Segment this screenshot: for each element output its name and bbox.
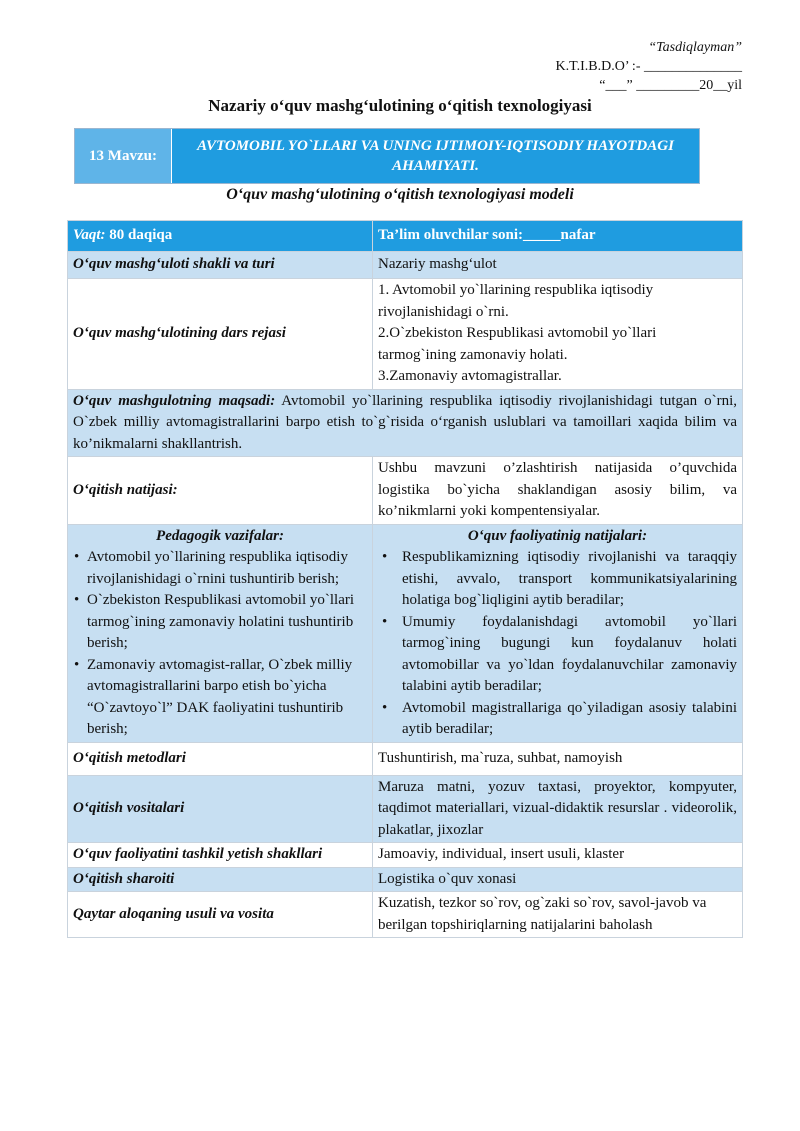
approval-block <box>555 38 742 95</box>
form-label: O‘quv mashg‘uloti shakli va turi <box>68 252 373 279</box>
learning-results-title: O‘quv faoliyatinig natijalari: <box>467 527 648 544</box>
pedagogical-tasks-list <box>73 547 367 741</box>
plan-label: O‘quv mashg‘ulotining dars rejasi <box>68 279 373 390</box>
organization-value: Jamoaviy, individual, insert usuli, klaster <box>373 843 743 868</box>
feedback-label: Qaytar aloqaning usuli va vosita <box>68 892 373 938</box>
table-row <box>68 457 743 525</box>
table-row <box>68 867 743 892</box>
feedback-value: Kuzatish, tezkor so`rov, og`zaki so`rov, savol-javob va berilgan topshiriqlarning natijalarini baholash <box>373 892 743 938</box>
table-row <box>68 742 743 775</box>
table-row <box>68 524 743 742</box>
approval-title: “Tasdiqlayman” <box>648 40 742 55</box>
table-row <box>68 389 743 457</box>
result-value: Ushbu mavzuni o’zlashtirish natijasida o’quvchida logistika bo`yicha shaklandigan asosiy bilim, va ko’nikmlarni yoki kompentensiyalar. <box>373 457 743 525</box>
tools-label: O‘qitish vositalari <box>68 775 373 843</box>
goal-text: Avtomobil yo`llarining respublika iqtisodiy rivojlanishidagi tutgan o`rni, O`zbek milliy avtomagistrallarini barpo etish to`g`risida o‘rganish uslublari va tamoillari xaqida bilim va ko’nikmalarni shakllantrish. <box>73 392 737 452</box>
list-item: • Avtomobil yo`llarining respublika iqtisodiy rivojlanishidagi o`rnini tushuntirib berish; <box>73 547 367 590</box>
plan-item: 1. Avtomobil yo`llarining respublika iqtisodiy rivojlanishidagi o`rni. <box>378 282 654 320</box>
conditions-label: O‘qitish sharoiti <box>68 867 373 892</box>
conditions-value: Logistika o`quv xonasi <box>373 867 743 892</box>
goal-cell <box>68 389 743 457</box>
list-item: • O`zbekiston Respublikasi avtomobil yo`llari tarmog`ining zamonaviy holatini tushuntirib berish; <box>73 590 367 655</box>
table-header-row <box>68 221 743 252</box>
time-label: Vaqt: <box>73 227 106 244</box>
table-row <box>68 775 743 843</box>
goal-label: O‘quv mashgulotning maqsadi: <box>73 392 276 409</box>
plan-item: 2.O`zbekiston Respublikasi avtomobil yo`llari tarmog`ining zamonaviy holati. <box>378 325 657 363</box>
list-item: • Umumiy foydalanishdagi avtomobil yo`llari tarmog`ining bugungi kun foydalanuv holati avtomobillar va yo`ldan foydalanuvchilar zamonaviy talabini aytib beradilar; <box>378 612 737 698</box>
list-item: • Respublikamizning iqtisodiy rivojlanishi va taraqqiy etishi, avvalo, transport kommunikatsiyalarining holatiga bog`liqligini aytib beradilar; <box>378 547 737 612</box>
document-title: Nazariy o‘quv mashg‘ulotining o‘qitish texnologiyasi <box>208 96 592 115</box>
plan-item: 3.Zamonaviy avtomagistrallar. <box>378 368 562 384</box>
list-item: • Zamonaviy avtomagist-rallar, O`zbek milliy avtomagistrallarini barpo etish bo`yicha “O`zavtoyo`l” DAK faoliyatini tushuntirib berish; <box>73 655 367 741</box>
table-row <box>68 843 743 868</box>
form-value: Nazariy mashg‘ulot <box>373 252 743 279</box>
tools-value: Maruza matni, yozuv taxtasi, proyektor, kompyuter, taqdimot materiallari, vizual-didaktik resurslar . videorolik, plakatlar, jixozlar <box>373 775 743 843</box>
table-row <box>68 252 743 279</box>
topic-text: AVTOMOBIL YO`LLARI VA UNING IJTIMOIY-IQTISODIY HAYOTDAGI AHAMIYATI. <box>197 138 674 174</box>
time-cell <box>68 221 373 252</box>
methods-label: O‘qitish metodlari <box>68 742 373 775</box>
learning-results-cell <box>373 524 743 742</box>
topic-banner <box>74 128 700 184</box>
list-item: • Avtomobil magistrallariga qo`yiladigan asosiy talabini aytib beradilar; <box>378 698 737 741</box>
topic-label: 13 Mavzu: <box>75 129 172 183</box>
pedagogical-tasks-cell <box>68 524 373 742</box>
approval-line-1: K.T.I.B.D.O’ :- ______________ <box>555 59 742 74</box>
table-row <box>68 892 743 938</box>
technology-model-table <box>67 220 743 938</box>
plan-cell <box>373 279 743 390</box>
pedagogical-tasks-title: Pedagogik vazifalar: <box>156 527 284 544</box>
table-row <box>68 279 743 390</box>
methods-value: Tushuntirish, ma`ruza, suhbat, namoyish <box>373 742 743 775</box>
result-label: O‘qitish natijasi: <box>68 457 373 525</box>
students-cell: Ta’lim oluvchilar soni:_____nafar <box>373 221 743 252</box>
time-value: 80 daqiqa <box>109 227 173 244</box>
organization-label: O‘quv faoliyatini tashkil yetish shakllari <box>68 843 373 868</box>
model-title: O‘quv mashg‘ulotining o‘qitish texnologiyasi modeli <box>226 186 574 203</box>
learning-results-list <box>378 547 737 741</box>
approval-line-2: “___” _________20__yil <box>599 78 742 93</box>
